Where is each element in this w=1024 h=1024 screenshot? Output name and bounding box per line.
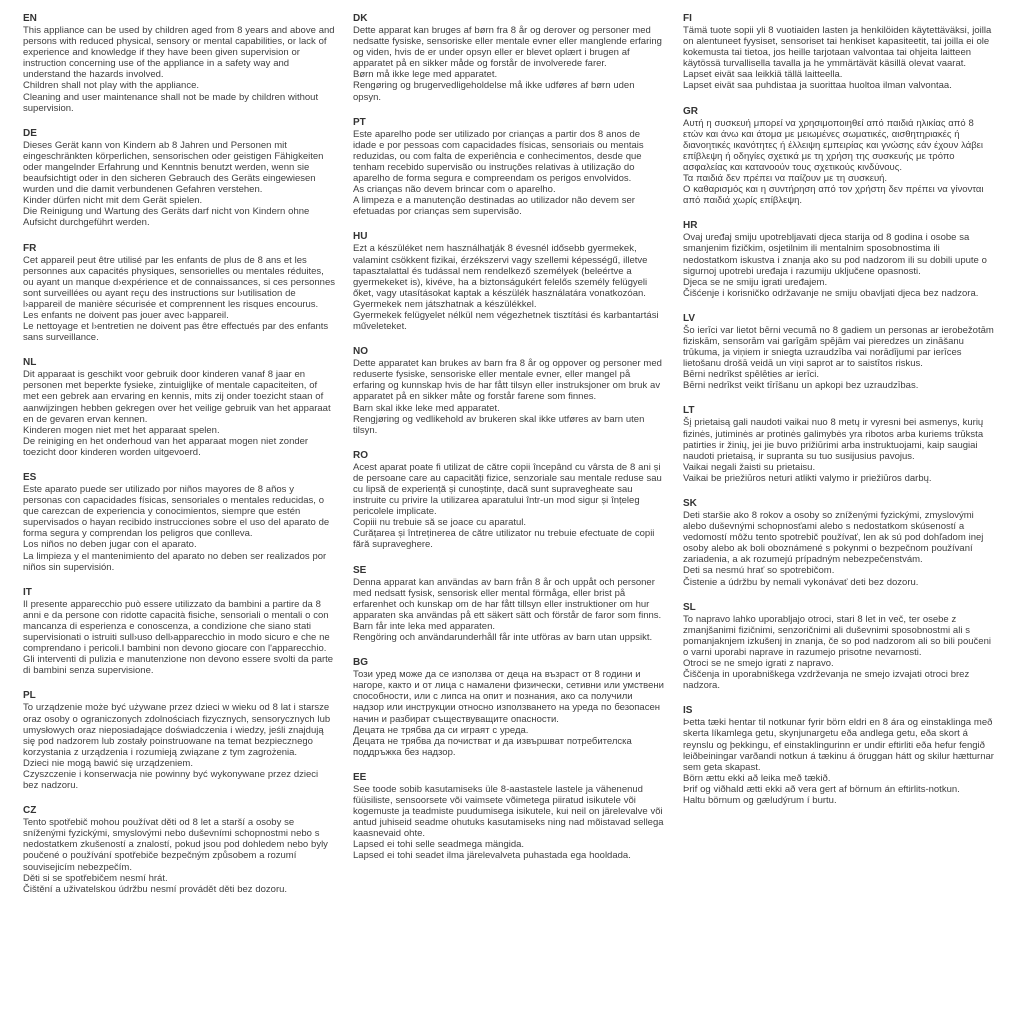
section-it [23,586,335,677]
language-code-label: CZ [23,805,37,817]
section-en [23,12,335,114]
language-code-label: EE [353,771,367,783]
instruction-paragraph: Þetta tæki hentar til notkunar fyrir börn eldri en 8 ára og einstaklinga með skerta líkamlega getu, skynjunargetu eða andlega getu, eða skort á reynslu og þekkingu, ef einstaklingurinn er undir eftirliti eða hefur fengið leiðbeiningar varðandi notkun á tækinu á öruggan hátt og skilur hætturnar sem geta skapast. [683,717,994,773]
instruction-paragraph: Čistenie a údržbu by nemali vykonávať deti bez dozoru. [683,576,919,588]
instruction-paragraph: Rengöring och användarunderhåll får inte utföras av barn utan uppsikt. [353,632,653,644]
section-nl [23,356,335,458]
column-middle [353,12,665,875]
instruction-paragraph: Este aparelho pode ser utilizado por crianças a partir dos 8 anos de idade e por pessoas com capacidades físicas, sensoriais ou mentais reduzidas, ou com falta de experiência e conhecimentos, desde que tenham recebido supervisão ou instruções relativas à utilização do aparelho de forma segura e compreendam os perigos envolvidos. [353,128,644,185]
section-no [353,345,665,436]
instruction-paragraph: Čištění a uživatelskou údržbu nesmí provádět děti bez dozoru. [23,883,288,895]
instruction-paragraph: Децата не трябва да си играят с уреда. [353,724,529,736]
instruction-paragraph: De reiniging en het onderhoud van het apparaat mogen niet zonder toezicht door kinderen worden uitgevoerd. [23,435,309,458]
instruction-paragraph: Vaikai be priežiūros neturi atlikti valymo ir priežiūros darbų. [683,472,932,484]
instruction-paragraph: Haltu börnum og gæludýrum í burtu. [683,794,837,806]
instruction-paragraph: Gyermekek felügyelet nélkül nem végezhetnek tisztítási és karbantartási műveleteket. [353,309,659,333]
section-lt [683,404,995,484]
instruction-paragraph: Lapset eivät saa leikkiä tällä laitteella. [683,69,843,81]
instruction-paragraph: Gli interventi di pulizia e manutenzione non devono essere svolti da parte di bambini senza supervisione. [23,654,334,677]
section-bg [353,656,665,758]
instruction-paragraph: Cleaning and user maintenance shall not be made by children without supervision. [23,91,319,114]
instruction-paragraph: Kinderen mogen niet met het apparaat spelen. [23,424,220,436]
section-sk [683,497,995,588]
instruction-paragraph: Otroci se ne smejo igrati z napravo. [683,658,834,670]
language-code-label: LV [683,312,696,324]
instruction-paragraph: Lapsed ei tohi seadet ilma järelevalveta puhastada ega hooldada. [353,850,631,862]
column-right [683,12,995,819]
language-code-label: HU [353,231,368,243]
section-es [23,471,335,573]
instruction-paragraph: Lapset eivät saa puhdistaa ja suorittaa huoltoa ilman valvontaa. [683,80,952,92]
language-code-label: LT [683,405,695,417]
instruction-paragraph: Децата не трябва да почистват и да извършват потребителска поддръжка без надзор. [353,735,632,758]
language-code-label: BG [353,657,368,669]
instruction-paragraph: Rengjøring og vedlikehold av brukeren skal ikke utføres av barn uten tilsyn. [353,413,645,436]
instruction-paragraph: Rengøring og brugervedligeholdelse må ikke udføres af børn uden opsyn. [353,80,635,103]
section-hu [353,230,665,332]
language-code-label: DK [353,13,368,24]
instruction-paragraph: La limpieza y el mantenimiento del aparato no deben ser realizados por niños sin supervisión. [23,550,327,573]
language-code-label: FI [683,13,692,24]
instruction-paragraph: Cet appareil peut être utilisé par les enfants de plus de 8 ans et les personnes aux capacités physiques, sensorielles ou mentales réduites, ou ayant un manque d›expérience et de connaissances, si ces personnes sont surveillées ou ayant reçu des instructions sur l›utilisation de l›appareil de manière sécurisée et comprennent les risques encourus. [23,254,336,310]
language-code-label: DE [23,127,37,139]
instruction-paragraph: This appliance can be used by children aged from 8 years and above and persons with reduced physical, sensory or mental capabilities, or lack of experience and knowledge if they have been given supervision or instruction concerning use of the appliance in a safety way and understand the hazards involved. [23,25,335,81]
language-code-label: SK [683,498,697,509]
language-code-label: IS [683,705,693,717]
language-code-label: PL [23,690,36,702]
instruction-paragraph: Czyszczenie i konserwacja nie powinny być wykonywane przez dzieci bez nadzoru. [23,768,319,792]
instruction-paragraph: Deti staršie ako 8 rokov a osoby so zníženými fyzickými, zmyslovými alebo duševnými schopnosťami alebo s nedostatkom skúseností a vedomostí môžu tento spotrebič používať, len ak sú pod dohľadom inej osoby alebo ak boli oboznámené s pokynmi o bezpečnom používaní zariadenia, a ak rozumejú prípadným nebezpečenstvám. [683,510,984,566]
language-code-label: SE [353,564,367,576]
language-code-label: IT [23,586,32,598]
instruction-paragraph: Curățarea și întreținerea de către utilizator nu trebuie efectuate de copii fără supraveghere. [353,528,655,551]
language-code-label: SL [683,601,696,613]
section-is [683,704,995,806]
instruction-paragraph: Čišćenje i korisničko održavanje ne smiju obavljati djeca bez nadzora. [683,287,979,299]
instruction-paragraph: Le nettoyage et l›entretien ne doivent pas être effectués par des enfants sans surveillance. [23,321,329,344]
section-se [353,564,665,644]
language-code-label: EN [23,13,37,24]
instruction-paragraph: Šį prietaisą gali naudoti vaikai nuo 8 metų ir vyresni bei asmenys, kurių fizinės, jutiminės ar protinės galimybės yra ribotos arba kuriems trūksta patirties ir žinių, jei jie buvo prižiūrimi arba instruktuojami, kaip saugiai naudoti prietaisą, ir supranta su tuo susijusius pavojus. [683,417,984,462]
section-pt [353,116,665,218]
instruction-paragraph: Dette apparatet kan brukes av barn fra 8 år og oppover og personer med reduserte fysiske, sensoriske eller mentale evner, eller mangel på erfaring og kunnskap hvis de har fått tilsyn eller instruksjoner om bruk av apparatet på en sikker måte og forstår farene som finnes. [353,358,662,403]
instruction-paragraph: Bērni nedrīkst veikt tīrīšanu un apkopi bez uzraudzības. [683,380,919,392]
instruction-paragraph: Dzieci nie mogą bawić się urządzeniem. [23,757,193,769]
section-sl [683,601,995,692]
instruction-paragraph: Dit apparaat is geschikt voor gebruik door kinderen vanaf 8 jaar en personen met beperkte fysieke, zintuiglijke of mentale capaciteiten, of met een gebrek aan ervaring en kennis, mits zij onder toezicht staan of aanwijzingen hebben gekregen over het veilige gebruik van het apparaat en de gevaren ervan kennen. [23,369,331,425]
section-cz [23,804,335,895]
instruction-paragraph: Barn skal ikke leke med apparatet. [353,402,500,414]
instruction-paragraph: Tämä tuote sopii yli 8 vuotiaiden lasten ja henkilöiden käytettäväksi, joilla on alentuneet fyysiset, sensoriset tai henkiset kapasiteetit, tai joilla ei ole kokemusta tai tietoa, jos heille tarjotaan valvontaa tai ohjeita laitteen käytössä turvallisella tavalla ja he ymmärtävät käsillä olevat vaarat. [683,25,992,70]
section-dk [353,12,665,103]
instruction-paragraph: Copiii nu trebuie să se joace cu aparatul. [353,517,527,529]
instruction-paragraph: Bērni nedrīkst spēlēties ar ierīci. [683,369,819,381]
section-lv [683,312,995,392]
section-fr [23,242,335,344]
instruction-paragraph: Deti sa nesmú hrať so spotrebičom. [683,565,835,577]
instruction-paragraph: Acest aparat poate fi utilizat de către copii începând cu vârsta de 8 ani și de persoane care au capacități fizice, senzoriale sau mentale reduse sau cu lipsă de experiență și cunoștințe, dacă sunt supravegheate sau instruite cu privire la utilizarea aparatului într-un mod sigur și înțeleg pericolele implicate. [353,461,662,518]
instruction-paragraph: Los niños no deben jugar con el aparato. [23,539,197,551]
instruction-paragraph: As crianças não devem brincar com o aparelho. [353,184,556,196]
instruction-paragraph: Vaikai negali žaisti su prietaisu. [683,461,816,473]
instruction-paragraph: Les enfants ne doivent pas jouer avec l›appareil. [23,309,229,321]
section-hr [683,219,995,299]
instruction-paragraph: Il presente apparecchio può essere utilizzato da bambini a partire da 8 anni e da persone con ridotte capacità fisiche, sensoriali o mentali o con mancanza di esperienza e conoscenza, a condizione che siano stati supervisionati o istruiti sull›uso dell›apparecchio in modo sicuro e che ne comprendano i pericoli.I bambini non devono giocare con l'apparecchio. [23,598,330,655]
instruction-paragraph: Denna apparat kan användas av barn från 8 år och uppåt och personer med nedsatt fysisk, sensorisk eller mental förmåga, eller brist på erfarenhet och kunskap om de har fått tillsyn eller instruktioner om hur apparaten ska användas på ett säkert sätt och förstår de faror som finns. [353,576,662,621]
instruction-paragraph: Tento spotřebič mohou používat děti od 8 let a starší a osoby se sníženými fyzickými, smyslovými nebo duševními schopnostmi nebo s nedostatkem zkušeností a znalostí, pokud jsou pod dohledem nebo byly poučené o používání spotřebiče bezpečným způsobem a rozumí souvisejicím nebezpečím. [23,817,328,873]
instruction-paragraph: Djeca se ne smiju igrati uređajem. [683,276,828,288]
instruction-paragraph: Börn ættu ekki að leika með tækið. [683,772,831,784]
language-code-label: RO [353,449,368,461]
instruction-paragraph: Děti si se spotřebičem nesmí hrát. [23,872,168,884]
section-pl [23,689,335,791]
instruction-paragraph: A limpeza e a manutenção destinadas ao utilizador não devem ser efetuadas por crianças sem supervisão. [353,195,635,218]
column-left [23,12,335,908]
instruction-paragraph: Este aparato puede ser utilizado por niños mayores de 8 años y personas con capacidades físicas, sensoriales o mentales reducidas, o que carezcan de experiencia y conocimientos, siempre que estén supervisados o hayan recibido instrucciones sobre el uso del aparato de forma segura y comprendan los peligros que conlleva. [23,484,330,540]
instruction-paragraph: Ο καθαρισμός και η συντήρηση από τον χρήστη δεν πρέπει να γίνονται από παιδιά χωρίς επίβλεψη. [683,184,984,207]
language-code-label: ES [23,472,37,483]
instruction-paragraph: Lapsed ei tohi selle seadmega mängida. [353,839,525,851]
instruction-paragraph: Børn må ikke lege med apparatet. [353,69,498,81]
instruction-paragraph: To napravo lahko uporabljajo otroci, stari 8 let in več, ter osebe z zmanjšanimi fizičnimi, senzoričnimi ali duševnimi sposobnostmi ali s pomanjaknjem izkušenj in znanja, če so pod nadzorom ali so bili poučeni o varni uporabi naprave in razumejo prisotne nevarnosti. [683,613,991,658]
instruction-paragraph: Šo ierīci var lietot bērni vecumā no 8 gadiem un personas ar ierobežotām fiziskām, sensorām vai garīgām spējām vai pieredzes un zināšanu trūkuma, ja viņiem ir sniegta uzraudzība vai norādījumi par ierīces lietošanu drošā veidā un viņi saprot ar to saistītos riskus. [683,324,994,370]
language-code-label: GR [683,105,698,117]
instruction-paragraph: Dette apparat kan bruges af børn fra 8 år og derover og personer med nedsatte fysiske, sensoriske eller mentale evner eller manglende erfaring og viden, hvis de er under opsyn eller er blevet oplært i brugen af apparatet på en sikker måde og forstår de involverede farer. [353,25,662,70]
instruction-paragraph: Τα παιδιά δεν πρέπει να παίζουν με τη συσκευή. [683,173,888,185]
instruction-paragraph: Този уред може да се използва от деца на възраст от 8 години и нагоре, както и от лица с намалени физически, сетивни или умствени способности, или с липса на опит и познания, ако са получили надзор или инструкции относно използването на уреда по безопасен начин и разбират съществуващите опасности. [353,669,664,725]
instruction-paragraph: See toode sobib kasutamiseks üle 8-aastastele lastele ja vähenenud füüsiliste, sensoorsete või vaimsete võimetega piiratud isikutele või kogemuste ja teadmiste puudumisega isikutele, kui neil on järelevalve või antud juhiseid seadme ohutuks kasutamiseks ning nad mõistavad sellega kaasnevaid ohte. [353,783,664,840]
language-code-label: NL [23,357,37,369]
language-code-label: FR [23,242,37,254]
instruction-paragraph: Þrif og viðhald ætti ekki að vera gert af börnum án eftirlits-notkun. [683,783,960,795]
language-code-label: NO [353,346,368,358]
section-gr [683,105,995,207]
section-fi [683,12,995,92]
instruction-paragraph: Dieses Gerät kann von Kindern ab 8 Jahren und Personen mit eingeschränkten körperlichen, sensorischen oder geistigen Fähigkeiten oder mangelnder Erfahrung und Kenntnis benutzt werden, wenn sie beaufsichtigt oder in den sicheren Gebrauch des Geräts eingewiesen wurden und die damit verbundenen Gefahren verstehen. [23,139,324,196]
section-ee [353,771,665,862]
section-de [23,127,335,229]
language-code-label: PT [353,116,366,128]
instruction-paragraph: Ovaj uređaj smiju upotrebljavati djeca starija od 8 godina i osobe sa smanjenim fizičkim, osjetilnim ili mentalnim sposobnostima ili nedostatkom iskustva i znanja ako su pod nadzorom ili su dobili upute o sigurnoj upotrebi uređaja i razumiju uključene opasnosti. [683,232,987,277]
instruction-paragraph: Gyermekek nem játszhatnak a készülékkel. [353,298,537,310]
language-code-label: HR [683,220,698,232]
instruction-paragraph: Barn får inte leka med apparaten. [353,620,496,632]
section-ro [353,449,665,551]
instruction-paragraph: Children shall not play with the appliance. [23,80,199,92]
instruction-paragraph: Kinder dürfen nicht mit dem Gerät spielen. [23,195,203,207]
instruction-paragraph: Čiščenja in uporabniškega vzdrževanja ne smejo izvajati otroci brez nadzora. [683,669,970,692]
instruction-paragraph: To urządzenie może być używane przez dzieci w wieku od 8 lat i starsze oraz osoby o ograniczonych zdolnościach fizycznych, sensorycznych lub umysłowych oraz nieposiadające doświadczenia i wiedzy, jeśli znajdują się pod nadzorem lub zostały poinstruowane na temat bezpiecznego korzystania z urządzenia i rozumieją związane z tym zagrożenia. [23,702,331,758]
instruction-paragraph: Αυτή η συσκευή μπορεί να χρησιμοποιηθεί από παιδιά ηλικίας από 8 ετών και άνω και άτομα με μειωμένες σωματικές, αισθητηριακές ή διανοητικές ικανότητες ή έλλειψη εμπειρίας και γνώσης εάν έχουν λάβει επίβλεψη ή οδηγίες σχετικά με τη χρήση της συσκευής με τρόπο ασφαλείας και κατανοούν τους σχετικούς κινδύνους. [683,117,984,173]
instruction-paragraph: Die Reinigung und Wartung des Geräts darf nicht von Kindern ohne Aufsicht durchgeführt werden. [23,206,310,229]
instruction-paragraph: Ezt a készüléket nem használhatják 8 évesnél idősebb gyermekek, valamint csökkent fizikai, érzékszervi vagy szellemi képességű, illetve tapasztalattal és tudással nem rendelkező személyek (beleértve a gyermekeket is), kivéve, ha a biztonságukért felelős személy felügyeli őket, vagy utasításokat kaptak a készülék használatára vonatkozóan. [353,243,648,299]
